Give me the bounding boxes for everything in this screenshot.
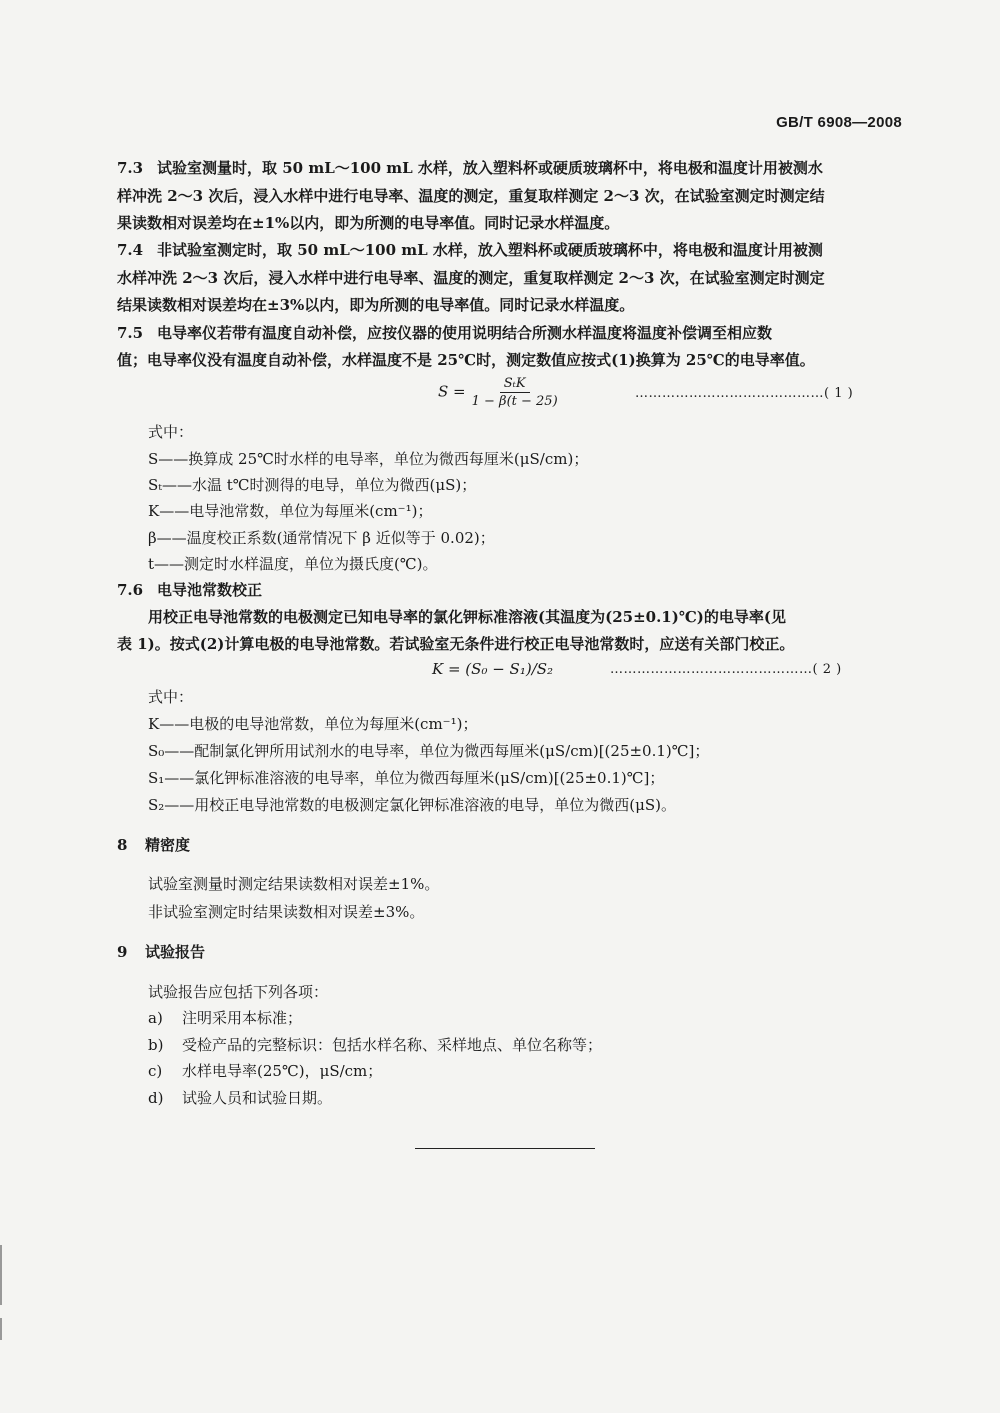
section-7-5-line-2: 值；电导率仪没有温度自动补偿，水样温度不是 25℃时，测定数值应按式(1)换算为 25℃的电导率值。 <box>117 351 815 369</box>
paragraph-text: 电导率仪若带有温度自动补偿，应按仪器的使用说明结合所测水样温度将温度补偿调至相应数 <box>157 324 773 342</box>
where-1-item-t: t——测定时水样温度，单位为摄氏度(℃)。 <box>148 555 438 573</box>
list-text: 注明采用本标准； <box>182 1009 303 1027</box>
where-2-item-S1: S₁——氯化钾标准溶液的电导率，单位为微西每厘米(μS/cm)[(25±0.1)℃]； <box>148 769 665 787</box>
equation-1 <box>438 376 558 409</box>
where-2-title: 式中： <box>148 688 194 706</box>
equation-fraction <box>472 376 558 409</box>
leader-dots: ……………………………………… <box>610 662 813 677</box>
section-7-4-line-1 <box>117 239 823 261</box>
section-7-3-line-3: 果读数相对误差均在±1%以内，即为所测的电导率值。同时记录水样温度。 <box>117 214 620 232</box>
equation-1-leader <box>635 386 853 401</box>
where-1-item-K: K——电导池常数，单位为每厘米(cm⁻¹)； <box>148 502 433 520</box>
section-number: 7.4 <box>117 241 144 259</box>
section-9-heading <box>117 941 205 963</box>
section-8-line-2: 非试验室测定时结果读数相对误差±3%。 <box>148 903 425 921</box>
section-7-4-line-2: 水样冲洗 2～3 次后，浸入水样中进行电导率、温度的测定，重复取样测定 2～3 次，在试验室测定时测定 <box>117 269 825 287</box>
section-7-4-line-3: 结果读数相对误差均在±3%以内，即为所测的电导率值。同时记录水样温度。 <box>117 296 635 314</box>
list-marker: c) <box>148 1062 163 1080</box>
fraction-denominator: 1 − β(t − 25) <box>471 394 558 409</box>
section-number: 7.5 <box>117 324 144 342</box>
paragraph-text: 非试验室测定时，取 50 mL～100 mL 水样，放入塑料杯或硬质玻璃杯中，将电极和温度计用被测 <box>157 241 823 259</box>
section-title: 试验报告 <box>145 943 206 961</box>
where-2-item-K: K——电极的电导池常数，单位为每厘米(cm⁻¹)； <box>148 715 478 733</box>
equation-2: K = (S₀ − S₁)/S₂ <box>432 660 554 678</box>
section-8-heading <box>117 834 190 856</box>
scan-edge-mark <box>0 1245 2 1305</box>
list-text: 水样电导率(25℃)，μS/cm； <box>182 1062 383 1080</box>
list-marker: d) <box>148 1089 164 1107</box>
equation-2-leader <box>610 662 842 677</box>
list-marker: b) <box>148 1036 164 1054</box>
fraction-numerator: SₜK <box>500 376 530 393</box>
section-7-6-heading <box>117 579 262 601</box>
section-9-intro: 试验报告应包括下列各项： <box>148 983 329 1001</box>
where-1-item-St: Sₜ——水温 t℃时测得的电导，单位为微西(μS)； <box>148 476 477 494</box>
equation-tag: ( 1 ) <box>824 386 854 401</box>
where-2-item-S2: S₂——用校正电导池常数的电极测定氯化钾标准溶液的电导，单位为微西(μS)。 <box>148 796 677 814</box>
section-7-6-line-1: 用校正电导池常数的电极测定已知电导率的氯化钾标准溶液(其温度为(25±0.1)℃)的电导率(见 <box>148 608 787 626</box>
section-7-5-line-1 <box>117 322 772 344</box>
section-number: 9 <box>117 943 128 961</box>
list-item-b <box>148 1034 602 1056</box>
end-rule <box>415 1148 595 1149</box>
section-number: 7.6 <box>117 581 144 599</box>
scan-edge-mark <box>0 1318 2 1340</box>
where-2-item-S0: S₀——配制氯化钾所用试剂水的电导率，单位为微西每厘米(μS/cm)[(25±0.1)℃]； <box>148 742 710 760</box>
list-text: 受检产品的完整标识：包括水样名称、采样地点、单位名称等； <box>182 1036 603 1054</box>
where-1-item-S: S——换算成 25℃时水样的电导率，单位为微西每厘米(μS/cm)； <box>148 450 589 468</box>
list-item-c <box>148 1060 382 1082</box>
section-7-6-line-2: 表 1)。按式(2)计算电极的电导池常数。若试验室无条件进行校正电导池常数时，应送有关部门校正。 <box>117 635 795 653</box>
section-title: 电导池常数校正 <box>157 581 263 599</box>
section-7-3-line-1 <box>117 157 823 179</box>
equation-lhs: S = <box>438 382 466 401</box>
list-marker: a) <box>148 1009 163 1027</box>
list-text: 试验人员和试验日期。 <box>182 1089 333 1107</box>
list-item-a <box>148 1007 302 1029</box>
section-8-line-1: 试验室测量时测定结果读数相对误差±1%。 <box>148 875 440 893</box>
standard-number: GB/T 6908—2008 <box>776 114 902 131</box>
equation-tag: ( 2 ) <box>812 662 842 677</box>
section-7-3-line-2: 样冲洗 2～3 次后，浸入水样中进行电导率、温度的测定，重复取样测定 2～3 次，在试验室测定时测定结 <box>117 187 825 205</box>
leader-dots: …………………………………… <box>635 386 824 401</box>
section-title: 精密度 <box>145 836 191 854</box>
section-number: 8 <box>117 836 128 854</box>
where-1-item-beta: β——温度校正系数(通常情况下 β 近似等于 0.02)； <box>148 529 495 547</box>
section-number: 7.3 <box>117 159 144 177</box>
list-item-d <box>148 1087 332 1109</box>
where-1-title: 式中： <box>148 423 194 441</box>
paragraph-text: 试验室测量时，取 50 mL～100 mL 水样，放入塑料杯或硬质玻璃杯中，将电极和温度计用被测水 <box>157 159 823 177</box>
